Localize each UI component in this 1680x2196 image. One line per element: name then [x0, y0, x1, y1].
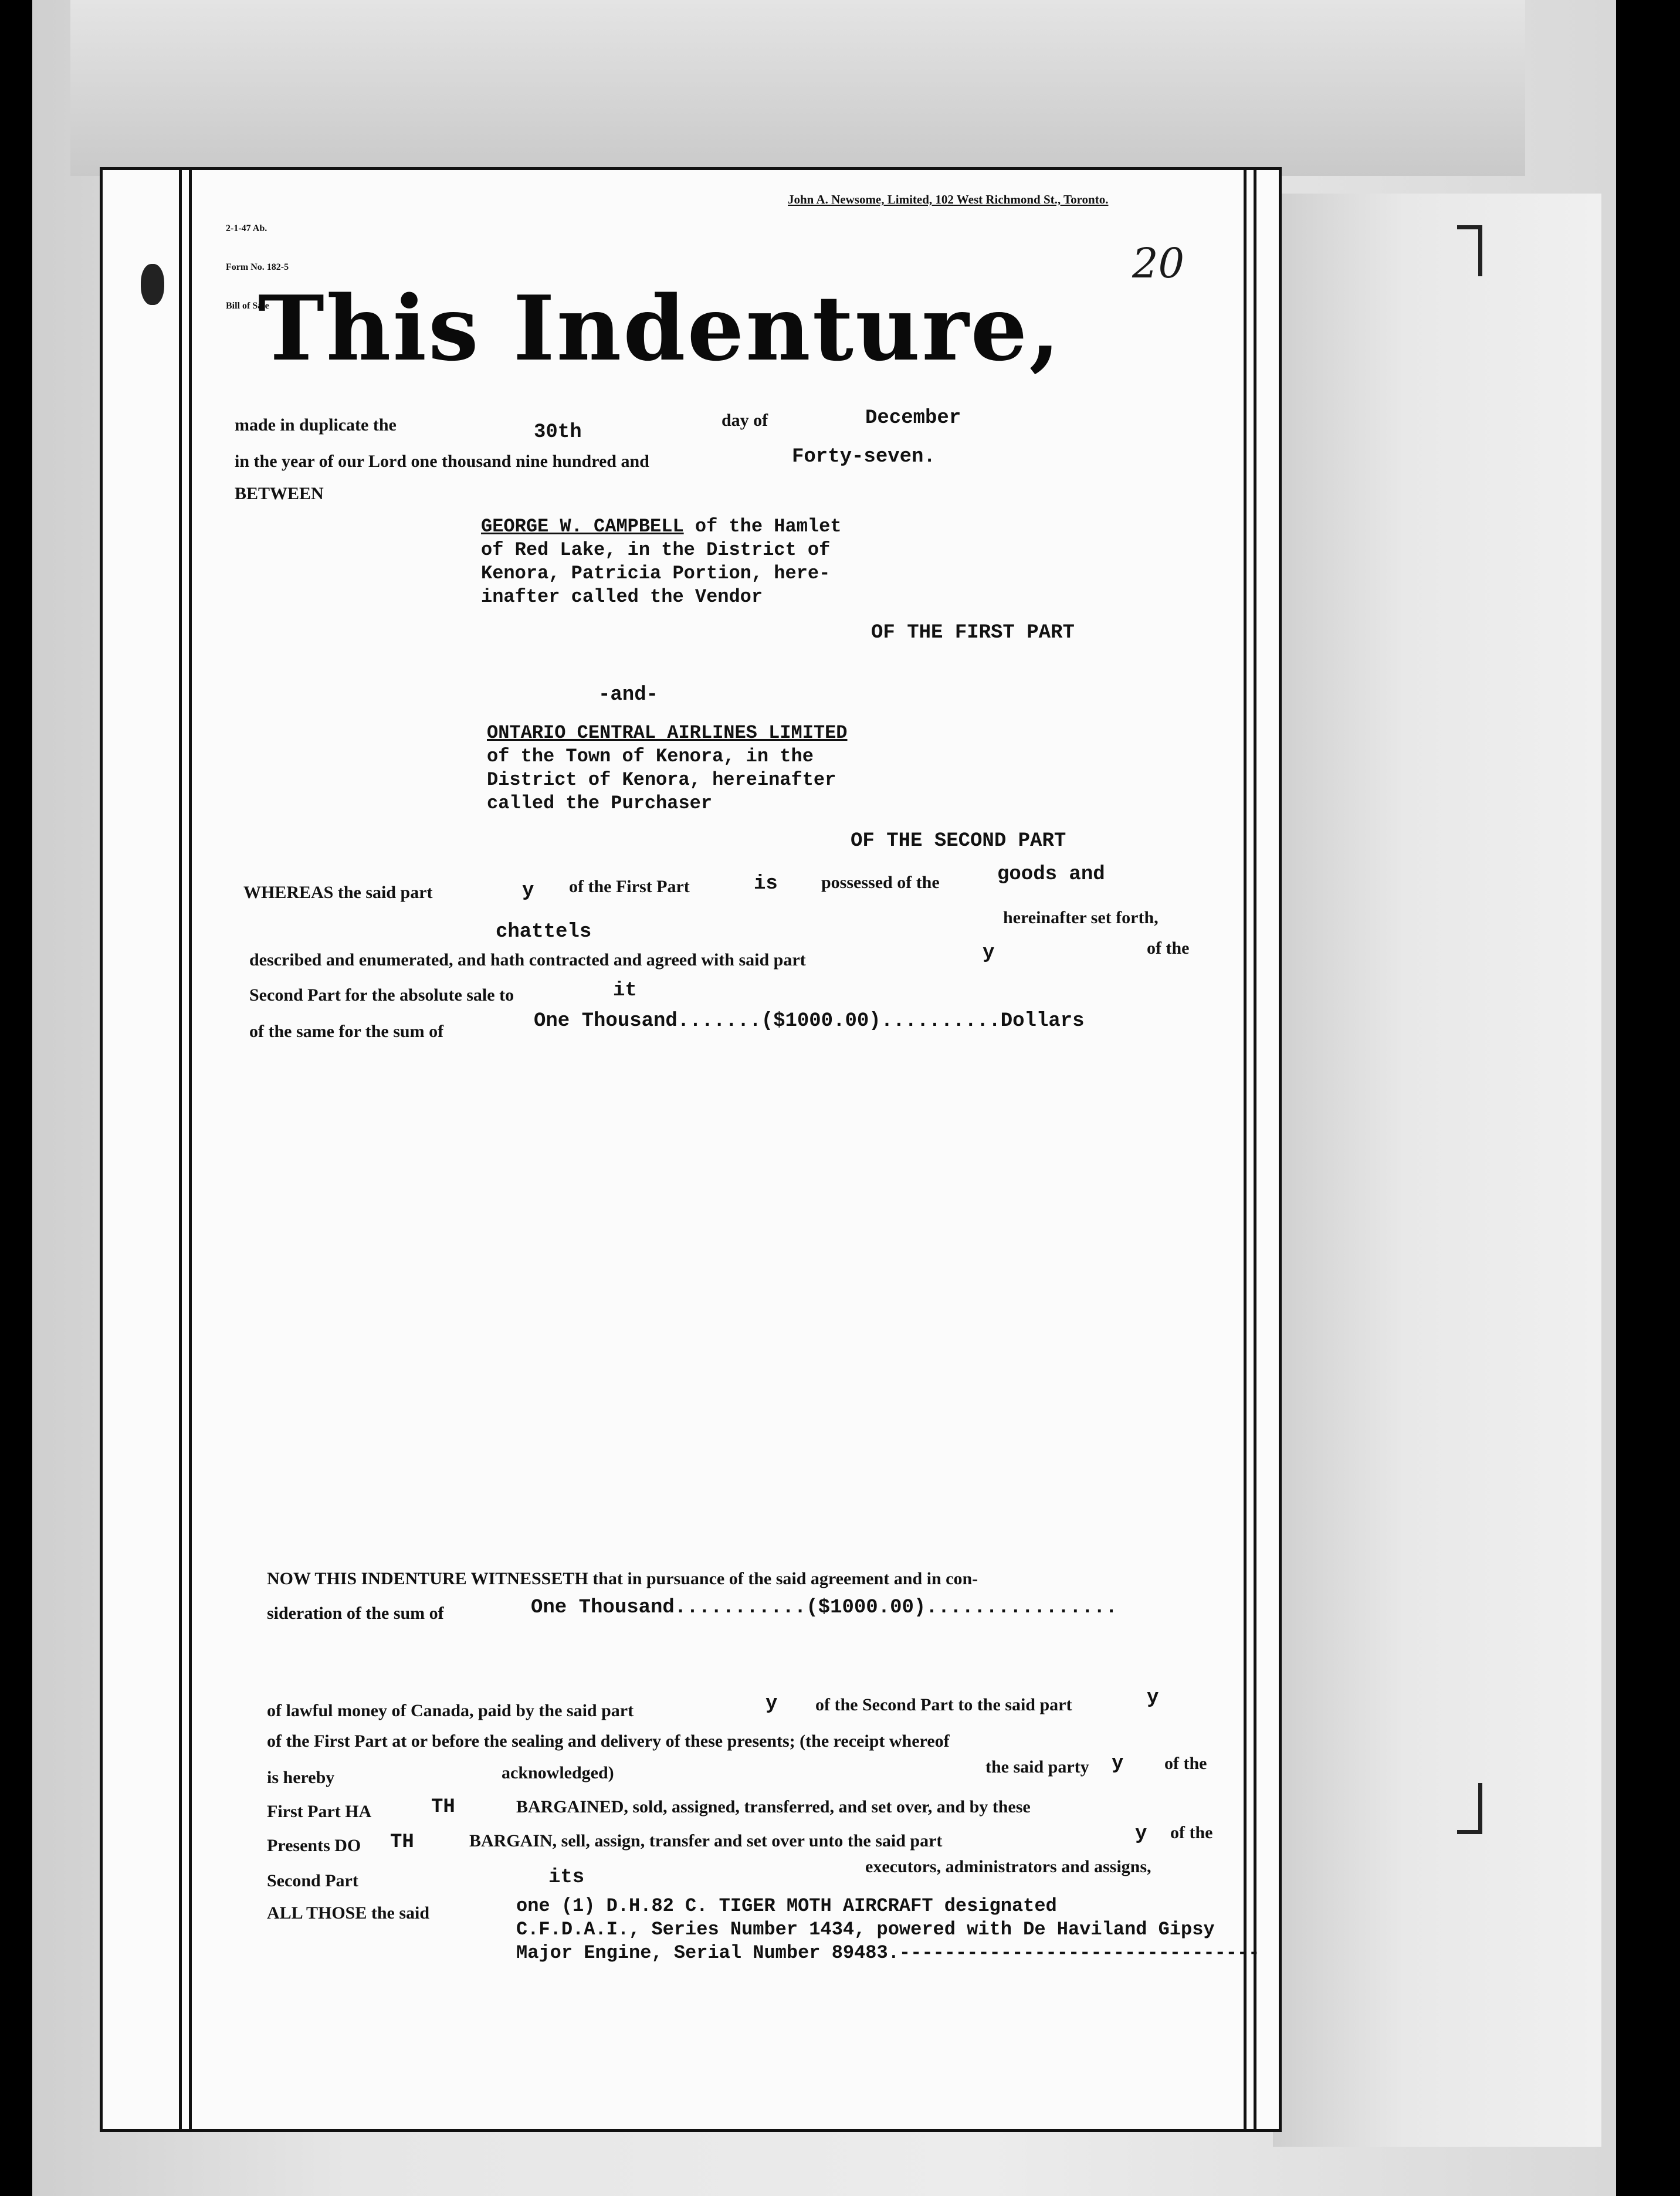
year-label: in the year of our Lord one thousand nine hundred and	[235, 452, 649, 471]
bill-of-sale-form	[103, 170, 1279, 2129]
witnesseth-text: is hereby	[267, 1768, 335, 1787]
filled-value: y	[1147, 1687, 1159, 1709]
witnesseth-text: First Part HA	[267, 1802, 372, 1821]
witnesseth-text: of lawful money of Canada, paid by the said part	[267, 1701, 634, 1720]
purchaser-line: of the Town of Kenora, in the	[487, 745, 814, 767]
filled-value: goods and	[997, 863, 1105, 886]
purchaser-line: District of Kenora, hereinafter	[487, 769, 836, 791]
filled-value: y	[766, 1693, 778, 1715]
witnesseth-text: Second Part	[267, 1871, 358, 1890]
form-code-line: 2-1-47 Ab.	[226, 223, 267, 233]
filled-value: TH	[390, 1831, 414, 1853]
vendor-line: inafter called the Vendor	[481, 586, 763, 608]
whereas-text: of the First Part	[569, 877, 690, 896]
left-margin-rule	[189, 170, 192, 2129]
witnesseth-text: of the Second Part to the said part	[815, 1695, 1072, 1714]
witnesseth-text: of the First Part at or before the sealing and delivery of these presents; (the receipt whereof	[267, 1731, 950, 1751]
goods-line: Major Engine, Serial Number 89483.--------------------------------	[516, 1942, 1260, 1964]
filled-value: y	[1112, 1753, 1124, 1775]
day-of-label: day of	[722, 411, 768, 430]
publisher-imprint: John A. Newsome, Limited, 102 West Richmond St., Toronto.	[788, 192, 1109, 206]
right-margin-rule	[1254, 170, 1256, 2129]
vendor-line: of Red Lake, in the District of	[481, 539, 831, 561]
whereas-text: of the same for the sum of	[249, 1022, 444, 1041]
whereas-text: described and enumerated, and hath contracted and agreed with said part	[249, 950, 806, 970]
whereas-text: of the	[1147, 938, 1190, 958]
vendor-line: Kenora, Patricia Portion, here-	[481, 562, 831, 584]
first-part-label: OF THE FIRST PART	[871, 622, 1075, 644]
filled-value: its	[548, 1866, 585, 1889]
filled-value: y	[522, 880, 534, 902]
page-number: 20	[1132, 239, 1185, 287]
witnesseth-text: BARGAIN, sell, assign, transfer and set over unto the said part	[469, 1831, 943, 1851]
whereas-text: WHEREAS the said part	[243, 883, 433, 902]
goods-line: one (1) D.H.82 C. TIGER MOTH AIRCRAFT designated	[516, 1895, 1057, 1917]
filled-value: TH	[431, 1796, 455, 1818]
witnesseth-text: of the	[1164, 1754, 1207, 1773]
page-shadow	[1273, 194, 1601, 2147]
whereas-text: Second Part for the absolute sale to	[249, 985, 514, 1005]
between-label: BETWEEN	[235, 484, 324, 503]
vendor-name: GEORGE W. CAMPBELL	[481, 516, 684, 537]
year-value: Forty-seven.	[792, 446, 936, 468]
filled-value: y	[983, 942, 995, 964]
vendor-line: of the Hamlet	[683, 516, 842, 537]
purchaser-line: called the Purchaser	[487, 792, 713, 814]
filled-value: it	[613, 980, 637, 1002]
purchaser-name: ONTARIO CENTRAL AIRLINES LIMITED	[487, 722, 848, 744]
witnesseth-text: sideration of the sum of	[267, 1604, 444, 1623]
witnesseth-text: the said party	[985, 1757, 1089, 1777]
consideration-sum: One Thousand...........($1000.00)................	[531, 1597, 1117, 1619]
and-separator: -and-	[598, 684, 659, 706]
form-code-line: Bill of Sale	[226, 301, 269, 311]
witnesseth-text: BARGAINED, sold, assigned, transferred, and set over, and by these	[516, 1797, 1031, 1817]
filled-value: chattels	[496, 921, 592, 943]
witnesseth-text: Presents DO	[267, 1836, 361, 1855]
witnesseth-text: acknowledged)	[502, 1763, 614, 1782]
consideration-amount: One Thousand.......($1000.00)..........Dollars	[534, 1010, 1085, 1032]
goods-description	[516, 1895, 1259, 1965]
photo-backdrop-top	[70, 0, 1525, 176]
vendor-block	[481, 515, 842, 609]
purchaser-block	[487, 721, 848, 815]
whereas-text: possessed of the	[821, 873, 940, 892]
right-margin-rule	[1244, 170, 1247, 2129]
left-margin-rule	[179, 170, 182, 2129]
crop-mark-top	[1457, 225, 1482, 276]
filled-value: is	[754, 873, 778, 895]
filled-value: y	[1135, 1823, 1147, 1845]
witnesseth-text: NOW THIS INDENTURE WITNESSETH that in pursuance of the said agreement and in con-	[267, 1569, 978, 1588]
day-value: 30th	[534, 421, 582, 443]
whereas-text: hereinafter set forth,	[1003, 908, 1159, 927]
month-value: December	[865, 407, 961, 429]
witnesseth-text: ALL THOSE the said	[267, 1903, 430, 1923]
second-part-label: OF THE SECOND PART	[851, 830, 1066, 852]
date-clause-label: made in duplicate the	[235, 415, 397, 435]
witnesseth-text: executors, administrators and assigns,	[865, 1857, 1151, 1876]
witnesseth-text: of the	[1170, 1823, 1213, 1842]
goods-line: C.F.D.A.I., Series Number 1434, powered with De Haviland Gipsy	[516, 1919, 1215, 1940]
document-title: This Indenture,	[258, 276, 1062, 381]
form-code-line: Form No. 182-5	[226, 262, 289, 272]
crop-mark-bottom	[1457, 1783, 1482, 1834]
